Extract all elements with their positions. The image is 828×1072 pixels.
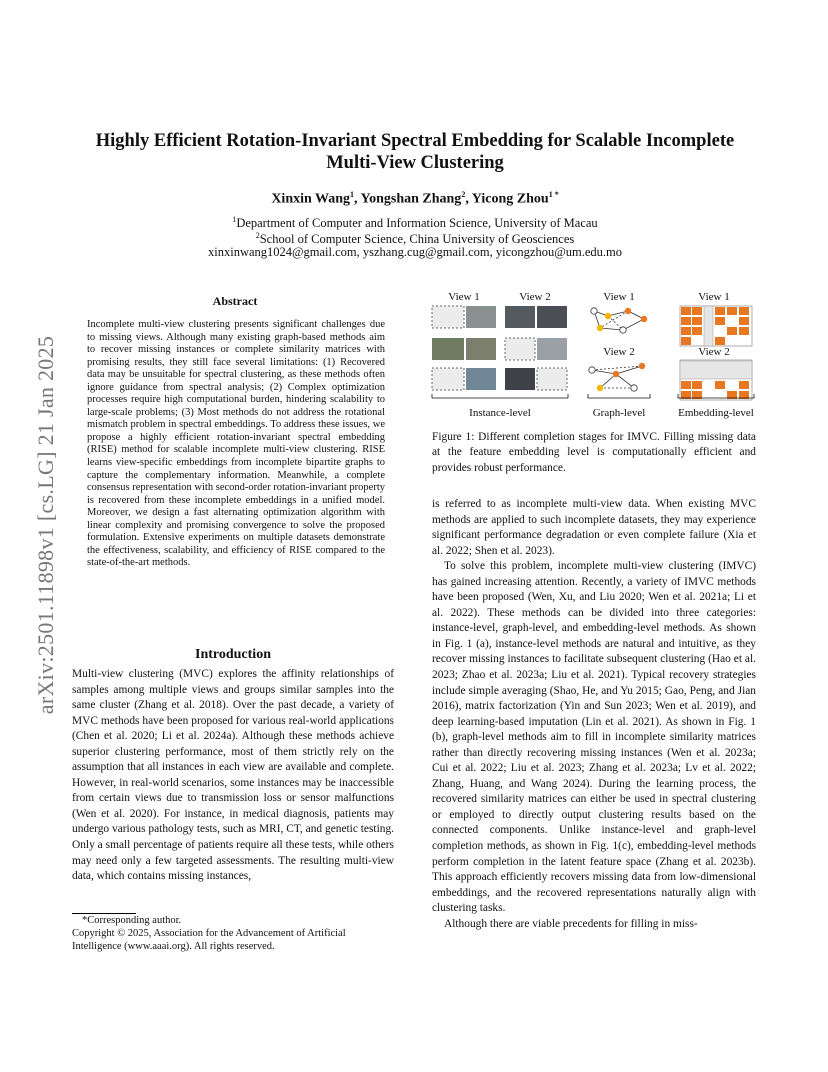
paper-title: Highly Efficient Rotation-Invariant Spectral Embedding for Scalable Incomplete Multi-View Clustering — [95, 131, 735, 173]
author-affil-mark: 1 — [350, 190, 355, 199]
photo-instance — [505, 306, 535, 328]
photo-instance — [537, 338, 567, 360]
graph-node — [631, 385, 637, 391]
fig-label-view1-instance: View 1 — [448, 291, 480, 303]
embedding-matrix-view1 — [680, 306, 752, 346]
figure-caption: Figure 1: Different completion stages for IMVC. Filling missing data at the feature embedding level is computationally efficient and provides robust performance. — [432, 431, 756, 474]
paragraph: is referred to as incomplete multi-view data. When existing MVC methods are applied to such incomplete datasets, they may experience significant performance degradation or even complete failure (Xia et al. 2022; Shen et al. 2023). — [432, 498, 756, 557]
author-name: Xinxin Wang — [271, 191, 351, 207]
graph-node — [641, 316, 647, 322]
photo-instance — [537, 306, 567, 328]
photo-instance — [466, 368, 496, 390]
graph-node — [591, 308, 597, 314]
affiliation-1: $^1$Department of Computer and Information Science, University of Macau — [232, 215, 598, 231]
graph-node — [625, 308, 631, 314]
author-affil-mark: 2 — [461, 190, 466, 199]
photo-instance — [505, 368, 535, 390]
author-name: Yicong Zhou — [471, 191, 549, 207]
footnotes — [72, 915, 394, 953]
paragraph: To solve this problem, incomplete multi-view clustering (IMVC) has gained increasing attention. Recently, a variety of IMVC methods have been proposed (Wen, Xu, and Liu 2020; Wen et al. 2021a; Li et al. 2022). These methods can be divided into three categories: instance-level, graph-level, and embedding-level methods. As shown in Fig. 1 (a), instance-level methods are natural and intuitive, as they recover missing instances to facilitate subsequent clustering (Hao et al. 2023; Zhao et al. 2023a; Liu et al. 2021). Typical recovery strategies include simple averaging (Shao, He, and Yu 2015; Gao, Peng, and Jian 2016), matrix factorization (Yin and Sun 2023; Wen et al. 2019), and deep learning-based imputation (Lin et al. 2021). As shown in Fig. 1 (b), graph-level methods aim to fill in incomplete similarity matrices rather than directly recovering missing instances (Wen et al. 2023a; Cui et al. 2022; Liu et al. 2023; Zhang et al. 2023a; Lv et al. 2022; Zhang, Huang, and Wang 2024). During the learning process, the recovered similarity matrices can either be used in spectral clustering or employed to directly output clustering results based on the connected components. Unlike instance-level and graph-level completion methods, as shown in Fig. 1(c), embedding-level methods perform completion in the latent feature space (Zhang et al. 2023b). This approach efficiently recovers missing data from low-dimensional embeddings, and the recovered representations naturally align with clustering tasks. — [432, 560, 756, 915]
graph-node — [639, 363, 645, 369]
fig-label-embedding-level: Embedding-level — [678, 407, 754, 419]
author-name: Yongshan Zhang — [360, 191, 462, 207]
author-list: Xinxin Wang$^1$, Yongshan Zhang$^2$, Yicong Zhou$^{1 *}$ — [271, 190, 559, 207]
fig-label-view1-embedding: View 1 — [698, 291, 730, 303]
copyright-note: Copyright © 2025, Association for the Advancement of Artificial Intelligence (www.aaai.org). All rights reserved. — [72, 927, 346, 952]
embedding-matrix-view2 — [680, 360, 752, 400]
photo-instance — [466, 338, 496, 360]
author-affil-mark: 1 * — [548, 190, 559, 199]
fig-label-view2-instance: View 2 — [519, 291, 551, 303]
fig-label-view2-graph: View 2 — [603, 346, 635, 358]
paragraph: Although there are viable precedents for filling in miss- — [444, 917, 698, 930]
fig-label-view2-embedding: View 2 — [698, 346, 730, 358]
figure-1 — [428, 286, 760, 426]
graph-node — [597, 325, 603, 331]
graph-node — [620, 327, 626, 333]
affiliation-2: $^2$School of Computer Science, China University of Geosciences — [255, 231, 575, 247]
missing-instance — [537, 368, 567, 390]
graph-node — [605, 313, 611, 319]
author-emails: xinxinwang1024@gmail.com, yszhang.cug@gmail.com, yicongzhou@um.edu.mo — [208, 245, 622, 259]
right-column-text — [432, 497, 756, 932]
graph-node — [597, 385, 603, 391]
introduction-heading: Introduction — [195, 647, 271, 662]
abstract-heading: Abstract — [212, 294, 258, 308]
arxiv-stamp: arXiv:2501.11898v1 [cs.LG] 21 Jan 2025 — [33, 335, 59, 715]
corresponding-note: *Corresponding author. — [82, 915, 182, 926]
fig-label-graph-level: Graph-level — [592, 407, 646, 419]
photo-instance — [466, 306, 496, 328]
graph-node — [613, 371, 619, 377]
fig-label-instance-level: Instance-level — [469, 407, 531, 419]
footnote-rule — [72, 913, 136, 914]
fig-label-view1-graph: View 1 — [603, 291, 635, 303]
photo-instance — [432, 338, 464, 360]
missing-instance — [432, 306, 464, 328]
instance-level-panel — [432, 306, 567, 390]
missing-instance — [505, 338, 535, 360]
graph-node — [589, 367, 595, 373]
missing-instance — [432, 368, 464, 390]
abstract-text: Incomplete multi-view clustering presents significant challenges due to missing views. Although many existing graph-based methods aim to recover missing instances or complete similarity matrices with promising results, they still face several limitations: (1) Recovered data may be unsuitable for spectral clustering, as these methods often ignore guidance from spectral analysis; (2) Complex optimization processes require high computational burden, hindering scalability to large-scale problems; (3) Most methods do not address the rotational mismatch problem in spectral embeddings. To address these issues, we propose a highly efficient rotation-invariant spectral embedding (RISE) method for scalable incomplete multi-view clustering. RISE learns view-specific embeddings from incomplete bipartite graphs to capture the complementary information. Meanwhile, a complete consensus representation with second-order rotation-invariant property is recovered from these incomplete embeddings in a unified model. Moreover, we design a fast alternating optimization algorithm with linear complexity and promising convergence to solve the proposed formulation. Extensive experiments on multiple datasets demonstrate the effectiveness, scalability, and efficiency of RISE compared to the state-of-the-art methods. — [87, 319, 385, 569]
introduction-text: Multi-view clustering (MVC) explores the affinity relationships of samples among multiple views and groups similar samples into the same cluster (Zhang et al. 2018). Over the past decade, a variety of MVC methods have been proposed for various real-world applications (Chen et al. 2020; Li et al. 2024a). Although these methods achieve superior clustering performance, most of them strictly rely on the assumption that all instances in each view are available and complete. However, in real-world scenarios, some instances may be inaccessible from certain views due to transmission loss or sensor malfunctions (Wen et al. 2020). For instance, in medical diagnosis, patients may undergo various pathology tests, such as MRI, CT, and genetic testing. Only a small percentage of patients require all these tests, while others may need only a few targeted assessments. The resulting multi-view data, which contains missing instances, — [72, 668, 394, 883]
